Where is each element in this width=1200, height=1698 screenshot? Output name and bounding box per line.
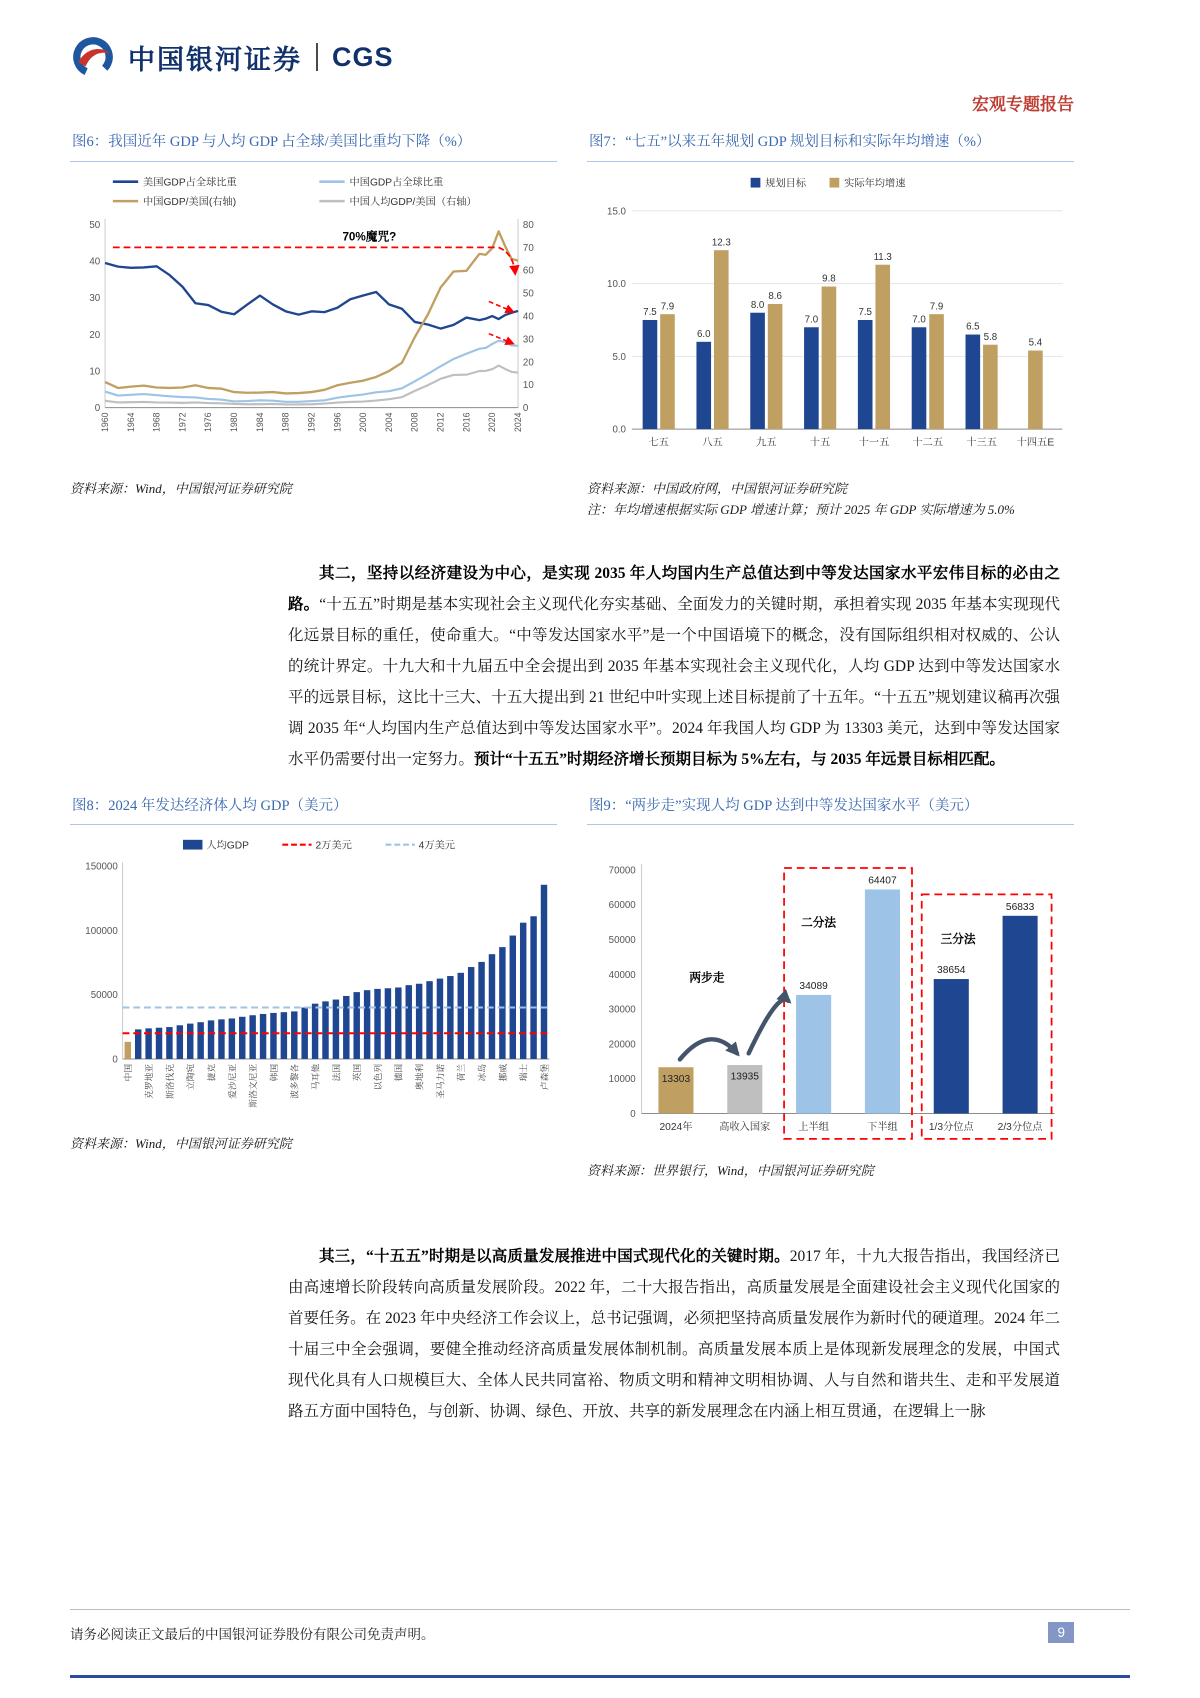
figure-6-source: 资料来源：Wind，中国银河证券研究院 [70, 480, 292, 496]
svg-text:十三五: 十三五 [966, 437, 997, 449]
svg-text:八五: 八五 [702, 437, 723, 449]
svg-text:1976: 1976 [203, 412, 214, 432]
svg-text:瑞士: 瑞士 [518, 1063, 529, 1082]
svg-text:5.4: 5.4 [1028, 337, 1043, 349]
footer-divider [70, 1609, 1130, 1610]
svg-text:十二五: 十二五 [912, 437, 944, 449]
figure-8-source: 资料来源：Wind，中国银河证券研究院 [70, 1136, 292, 1152]
figure-7-note: 注：年均增速根据实际 GDP 增速计算；预计 2025 年 GDP 实际增速为 5.0% [587, 501, 1015, 517]
svg-text:40000: 40000 [608, 969, 636, 981]
svg-text:1/3分位点: 1/3分位点 [928, 1122, 974, 1134]
svg-text:0: 0 [522, 402, 529, 414]
svg-text:以色列: 以色列 [372, 1063, 383, 1091]
svg-text:规划目标: 规划目标 [765, 178, 807, 190]
svg-text:50000: 50000 [90, 990, 118, 1002]
svg-text:两步走: 两步走 [689, 971, 725, 985]
svg-text:20: 20 [522, 356, 534, 368]
svg-text:34089: 34089 [799, 981, 828, 993]
brand-name-cn: 中国银河证券 [128, 44, 302, 75]
figure-6 [70, 129, 557, 518]
svg-text:10: 10 [522, 379, 534, 391]
svg-text:斯洛文尼亚: 斯洛文尼亚 [248, 1063, 259, 1108]
svg-text:奥地利: 奥地利 [414, 1063, 425, 1091]
svg-text:20: 20 [89, 329, 101, 341]
svg-text:150000: 150000 [85, 861, 118, 873]
svg-text:中国GDP/美国(右轴): 中国GDP/美国(右轴) [143, 196, 237, 208]
figure-6-title: 图6：我国近年 GDP 与人均 GDP 占全球/美国比重均下降（%） [70, 129, 557, 162]
svg-text:56833: 56833 [1005, 902, 1035, 914]
svg-text:10: 10 [89, 366, 101, 378]
svg-text:6.0: 6.0 [697, 328, 711, 340]
svg-text:2024: 2024 [512, 412, 523, 432]
svg-text:20000: 20000 [608, 1039, 636, 1051]
svg-text:2008: 2008 [409, 412, 420, 432]
text-run: “十五五”时期是基本实现社会主义现代化夯实基础、全面发力的关键时期，承担着实现 2035 年基本实现现代化远景目标的重任，使命重大。“中等发达国家水平”是一个中国语境下的概念，没有国际组织相对权威的、公认的统计界定。十九大和十九届五中全会提出到 2035 年基本实现社会主义现代化，人均 GDP 达到中等发达国家水平的远景目标，这比十三大、十五大提出到 21 世纪中叶实现上述目标提前了十五年。“十五五”规划建议稿再次强调 2035 年“人均国内生产总值达到中等发达国家水平”。2024 年我国人均 GDP 为 13303 美元，达到中等发达国家水平仍需要付出一定努力。 [288, 595, 1060, 768]
bold-text-run: 其二，坚持以经济建设为中心，是实现 2035 年人均国内生产总值达到中等发达国家水平宏伟目标的必由之路。 [288, 564, 1060, 613]
brand [70, 34, 1130, 80]
svg-text:7.5: 7.5 [643, 306, 657, 318]
svg-text:斯洛伐克: 斯洛伐克 [164, 1063, 175, 1099]
figure-row-top [70, 129, 1074, 518]
svg-text:下半组: 下半组 [867, 1122, 898, 1134]
svg-text:8.6: 8.6 [768, 290, 782, 302]
svg-text:7.0: 7.0 [912, 313, 926, 325]
footer-row [70, 1622, 1074, 1643]
svg-text:80: 80 [522, 219, 534, 231]
svg-text:高收入国家: 高收入国家 [719, 1122, 771, 1134]
paragraph-point-three [288, 1241, 1060, 1427]
svg-text:立陶宛: 立陶宛 [185, 1063, 196, 1091]
svg-text:7.9: 7.9 [929, 300, 944, 312]
figure-row-bottom [70, 793, 1074, 1180]
figure-8-bar-chart [70, 833, 557, 1127]
svg-text:1972: 1972 [177, 412, 188, 432]
footer-accent-bar [70, 1675, 1130, 1678]
svg-text:100000: 100000 [85, 925, 118, 937]
figure-9-title: 图9：“两步走”实现人均 GDP 达到中等发达国家水平（美元） [587, 793, 1074, 826]
svg-text:30: 30 [89, 292, 101, 304]
svg-text:爱沙尼亚: 爱沙尼亚 [227, 1063, 238, 1099]
svg-text:2020: 2020 [487, 412, 498, 432]
svg-text:美国GDP占全球比重: 美国GDP占全球比重 [143, 177, 237, 189]
svg-text:1964: 1964 [125, 412, 136, 432]
svg-text:11.3: 11.3 [873, 251, 892, 263]
svg-text:6.5: 6.5 [966, 321, 980, 333]
svg-text:中国人均GDP/美国（右轴）: 中国人均GDP/美国（右轴） [349, 196, 477, 208]
svg-text:二分法: 二分法 [801, 916, 837, 930]
page-header [70, 34, 1130, 115]
figure-7-title: 图7：“七五”以来五年规划 GDP 规划目标和实际年均增速（%） [587, 129, 1074, 162]
svg-text:70%魔咒?: 70%魔咒? [342, 230, 397, 244]
svg-text:1992: 1992 [306, 412, 317, 432]
svg-text:1984: 1984 [254, 412, 265, 432]
svg-text:七五: 七五 [648, 437, 669, 449]
figure-7 [587, 129, 1074, 518]
text-run: 2017 年，十九大报告指出，我国经济已由高速增长阶段转向高质量发展阶段。2022 年，二十大报告指出，高质量发展是全面建设社会主义现代化国家的首要任务。在 2023 年中央经济工作会议上，总书记强调，必须把坚持高质量发展作为新时代的硬道理。2024 年二十届三中全会强调，要健全推动经济高质量发展体制机制。高质量发展本质上是体现新发展理念的发展，中国式现代化具有人口规模巨大、全体人民共同富裕、物质文明和精神文明相协调、人与自然和谐共生、走和平发展道路五方面中国特色，与创新、协调、绿色、开放、共享的新发展理念在内涵上相互贯通，在逻辑上一脉 [288, 1248, 1060, 1421]
svg-text:1960: 1960 [99, 412, 110, 432]
svg-text:13935: 13935 [730, 1071, 760, 1083]
svg-text:60: 60 [522, 265, 534, 277]
svg-text:韩国: 韩国 [268, 1063, 279, 1082]
brand-separator [316, 43, 318, 71]
svg-text:7.5: 7.5 [858, 306, 872, 318]
svg-text:12.3: 12.3 [711, 236, 731, 248]
svg-text:2/3分位点: 2/3分位点 [997, 1122, 1043, 1134]
figure-9-bar-chart [587, 833, 1074, 1154]
figure-8 [70, 793, 557, 1180]
svg-text:英国: 英国 [352, 1063, 363, 1082]
svg-text:1980: 1980 [229, 412, 240, 432]
svg-text:2024年: 2024年 [659, 1122, 693, 1134]
cgs-galaxy-logo-icon [70, 34, 116, 80]
page-number-badge: 9 [1048, 1622, 1074, 1643]
svg-text:挪威: 挪威 [497, 1063, 508, 1082]
svg-text:38654: 38654 [937, 965, 966, 977]
svg-text:9.8: 9.8 [822, 273, 836, 285]
svg-text:0: 0 [94, 402, 101, 414]
svg-text:实际年均增速: 实际年均增速 [844, 178, 906, 190]
figure-8-title: 图8：2024 年发达经济体人均 GDP（美元） [70, 793, 557, 826]
svg-text:70000: 70000 [608, 865, 636, 877]
svg-text:2016: 2016 [461, 412, 472, 432]
svg-text:马耳他: 马耳他 [310, 1063, 321, 1091]
svg-text:60000: 60000 [608, 900, 636, 912]
figure-7-source: 资料来源：中国政府网，中国银河证券研究院 [587, 480, 848, 496]
svg-text:十五: 十五 [809, 437, 831, 449]
svg-text:波多黎各: 波多黎各 [289, 1063, 300, 1099]
disclaimer-text: 请务必阅读正文最后的中国银河证券股份有限公司免责声明。 [70, 1626, 435, 1642]
svg-text:40: 40 [89, 256, 101, 268]
svg-text:15.0: 15.0 [607, 205, 626, 217]
svg-text:中国GDP占全球比重: 中国GDP占全球比重 [349, 177, 444, 189]
svg-text:30000: 30000 [608, 1004, 636, 1016]
bold-text-run: 其三，“十五五”时期是以高质量发展推进中国式现代化的关键时期。 [319, 1248, 790, 1266]
bold-text-run: 预计“十五五”时期经济增长预期目标为 5%左右，与 2035 年远景目标相匹配。 [474, 750, 1005, 768]
svg-text:法国: 法国 [331, 1063, 342, 1082]
svg-text:4万美元: 4万美元 [418, 840, 456, 852]
svg-text:5.8: 5.8 [983, 331, 998, 343]
svg-text:圣马力诺: 圣马力诺 [435, 1063, 446, 1099]
svg-text:捷克: 捷克 [206, 1063, 217, 1082]
svg-text:1968: 1968 [151, 412, 162, 432]
page-footer [70, 1609, 1130, 1678]
svg-text:2004: 2004 [383, 412, 394, 432]
svg-text:10.0: 10.0 [607, 278, 626, 290]
svg-text:十一五: 十一五 [858, 437, 890, 449]
svg-text:0.0: 0.0 [612, 424, 626, 436]
svg-text:2012: 2012 [435, 412, 446, 432]
svg-text:克罗地亚: 克罗地亚 [144, 1063, 155, 1099]
svg-text:50: 50 [522, 288, 534, 300]
svg-text:30: 30 [522, 333, 534, 345]
svg-text:十四五E: 十四五E [1016, 437, 1055, 449]
svg-text:冰岛: 冰岛 [476, 1063, 487, 1082]
svg-text:70: 70 [522, 242, 534, 254]
svg-text:40: 40 [522, 311, 534, 323]
svg-text:中国: 中国 [123, 1063, 134, 1082]
svg-text:13303: 13303 [661, 1073, 691, 1085]
figure-9 [587, 793, 1074, 1180]
svg-text:64407: 64407 [868, 875, 897, 887]
svg-text:上半组: 上半组 [798, 1122, 829, 1134]
brand-name-en: CGS [332, 41, 394, 72]
svg-text:50000: 50000 [608, 935, 636, 947]
svg-text:5.0: 5.0 [612, 351, 626, 363]
svg-text:1996: 1996 [332, 412, 343, 432]
svg-text:50: 50 [89, 219, 101, 231]
svg-text:7.0: 7.0 [804, 313, 819, 325]
svg-text:0: 0 [630, 1108, 636, 1120]
svg-text:人均GDP: 人均GDP [206, 840, 249, 852]
svg-text:荷兰: 荷兰 [456, 1063, 467, 1082]
report-type-label: 宏观专题报告 [972, 95, 1074, 114]
paragraph-point-two [288, 558, 1060, 775]
figure-7-bar-chart [587, 170, 1074, 472]
svg-text:九五: 九五 [756, 437, 777, 449]
svg-text:1988: 1988 [280, 412, 291, 432]
svg-text:7.9: 7.9 [660, 300, 675, 312]
svg-text:卢森堡: 卢森堡 [539, 1063, 550, 1091]
svg-text:德国: 德国 [393, 1063, 404, 1082]
figure-9-source: 资料来源：世界银行，Wind，中国银河证券研究院 [587, 1163, 874, 1179]
svg-text:8.0: 8.0 [750, 299, 765, 311]
svg-text:2万美元: 2万美元 [315, 840, 352, 852]
svg-text:2000: 2000 [358, 412, 369, 432]
figure-6-line-chart [70, 170, 557, 472]
svg-text:0: 0 [112, 1054, 118, 1066]
svg-text:三分法: 三分法 [940, 933, 976, 947]
svg-text:10000: 10000 [608, 1074, 636, 1086]
